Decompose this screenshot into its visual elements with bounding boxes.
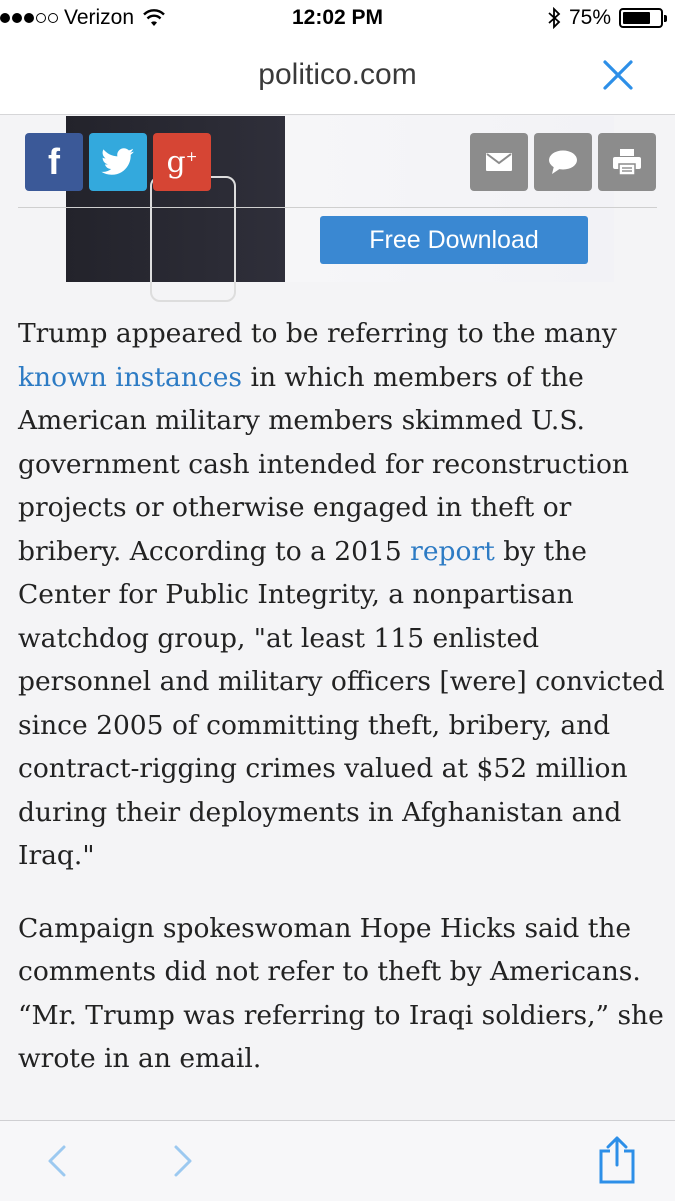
share-toolbar <box>0 116 675 211</box>
facebook-share-button[interactable] <box>25 133 83 191</box>
paragraph-text: Trump appeared to be referring to the many <box>18 318 617 349</box>
known-instances-link[interactable]: known instances <box>18 361 243 393</box>
paragraph-text: in which members of the American military members skimmed U.S. government cash intended for reconstruction projects or otherwise engaged in theft or bribery. According to a 2015 <box>18 361 630 567</box>
status-bar <box>0 0 675 38</box>
comments-button[interactable] <box>534 133 592 191</box>
share-icon[interactable] <box>595 1135 639 1185</box>
page-domain: politico.com <box>258 58 417 91</box>
bluetooth-icon <box>547 7 561 29</box>
googleplus-share-button[interactable] <box>153 133 211 191</box>
googleplus-plus: + <box>185 148 198 165</box>
browser-header <box>0 38 675 115</box>
ad-download-button[interactable]: Free Download <box>320 216 588 264</box>
status-right <box>547 6 663 30</box>
twitter-icon <box>101 148 135 176</box>
googleplus-letter: g <box>166 144 186 180</box>
article-paragraph-1 <box>18 312 668 878</box>
facebook-icon: f <box>48 141 60 182</box>
forward-arrow-icon[interactable] <box>162 1141 202 1181</box>
print-button[interactable] <box>598 133 656 191</box>
status-time: 12:02 PM <box>291 6 384 29</box>
carrier-name: Verizon <box>64 6 135 29</box>
paragraph-text: by the Center for Public Integrity, a nonpartisan watchdog group, "at least 115 enlisted personnel and military officers [were] convicted since 2005 of committing theft, bribery, and contract-rigging crimes valued at $52 million during their deployments in Afghanistan and Iraq." <box>18 535 665 871</box>
twitter-share-button[interactable] <box>89 133 147 191</box>
googleplus-icon <box>167 145 198 180</box>
battery-percent: 75% <box>568 6 611 29</box>
bottom-toolbar <box>0 1120 675 1201</box>
article-body <box>18 312 668 1182</box>
printer-icon <box>612 148 642 176</box>
envelope-icon <box>485 152 513 172</box>
back-arrow-icon[interactable] <box>38 1141 78 1181</box>
comment-icon <box>548 149 578 175</box>
report-link[interactable]: report <box>410 535 495 567</box>
battery-icon <box>619 8 663 28</box>
article-paragraph-2: Campaign spokeswoman Hope Hicks said the comments did not refer to theft by Americans. “Mr. Trump was referring to Iraqi soldiers,” she wrote in an email. <box>18 912 664 1074</box>
email-share-button[interactable] <box>470 133 528 191</box>
battery-level <box>623 12 650 24</box>
close-icon[interactable] <box>601 58 635 92</box>
